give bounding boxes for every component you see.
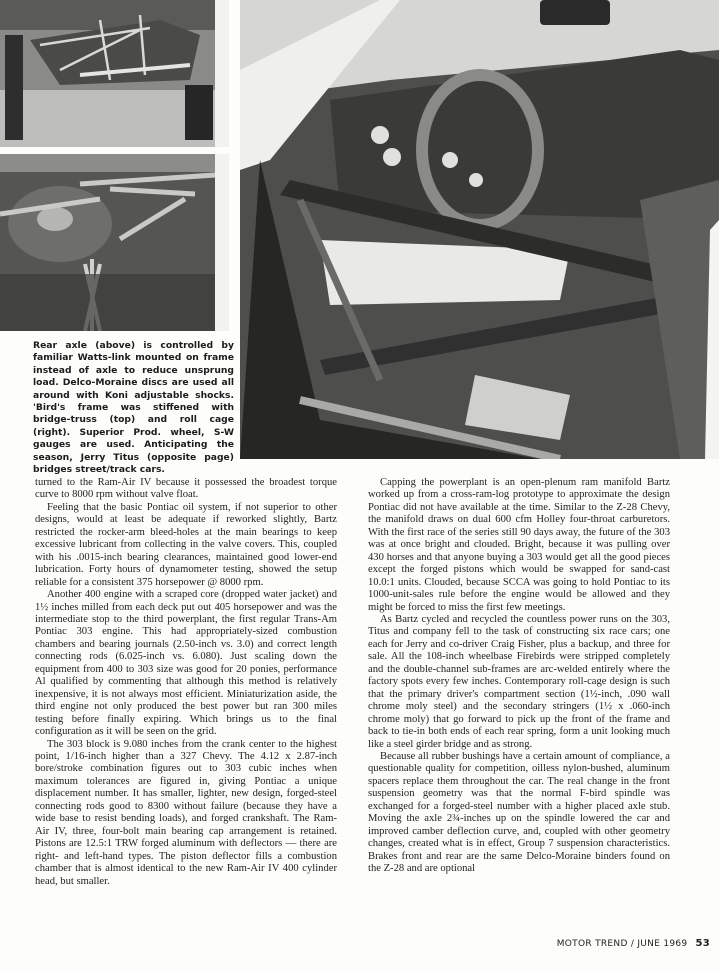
photo-interior-roll-cage [240, 0, 719, 459]
paragraph: Another 400 engine with a scraped core (dropped water jacket) and 1½ inches milled from each deck put out 405 horsepower and was the intermediate stop to the third powerplant, the first regular Trans-Am Pontiac 303 engine. This had appropriately-sized combustion chambers and bearing journals (2.50-inch vs. 3.0) and correct length connecting rods (6.025-inch vs. 6.080). Just scaling down the equipment from 400 to 303 size was good for 20 ponies, performance Al qualified by commenting that although this method is relatively inexpensive, it is not always most efficient. Miniaturization aside, the third engine not only produced the best power but ran 300 miles testing before finally expiring. Which brings us to the final configuration as it will be seen on the grid. [35, 589, 337, 738]
photo-caption: Rear axle (above) is controlled by familiar Watts-link mounted on frame instead of axle to reduce unsprung load. Delco-Moraine discs are used all around with Koni adjustable shocks. 'Bird's frame was stiffened with bridge-truss (top) and roll cage (right). Superior Prod. wheel, S-W gauges are used. Anticipating the season, Jerry Titus (opposite page) bridges street/track cars. [33, 340, 234, 476]
photo-frame-workshop-image [0, 0, 229, 147]
photo-frame-workshop [0, 0, 229, 147]
paragraph: The 303 block is 9.080 inches from the crank center to the highest point, 1/16-inch higher than a 327 Chevy. The 4.12 x 2.87-inch bore/stroke combination figures out to 303 cubic inches when maximum tolerances are figured in, giving Pontiac a unique displacement number. It has smaller, lighter, new design, forged-steel connecting rods good to 8300 without failure (because they have a wide base to resist bending loads), and forged crankshaft. The Ram-Air IV, three, four-bolt main bearing cap arrangement is retained. Pistons are 12.5:1 TRW forged aluminum with deflectors — there are right- and left-hand types. The piston deflector fills a combustion chamber that is almost identical to the new Ram-Air IV 400 cylinder head, but smaller. [35, 738, 337, 887]
paragraph: As Bartz cycled and recycled the countless power runs on the 303, Titus and company fell to the task of constructing six race cars; one each for Jerry and co-driver Craig Fisher, plus a backup, and three for sale. All the 108-inch wheelbase Firebirds were stripped completely and the double-channel sub-frames are arc-welded entirely where the factory spots every few inches. Contemporary roll-cage design is such that the primary driver's compartment section (1½-inch, .090 wall chrome moly steel) and the secondary stringers (1½ x .060-inch chrome moly) that go forward to pick up the front of the frame and back to tie-in both ends of each rear spring, form a unit looking much like a steel girder bridge and as strong. [368, 613, 670, 750]
page-number: 53 [695, 938, 710, 949]
paragraph: Feeling that the basic Pontiac oil system, if not superior to other designs, would at least be adequate if reworked slightly, Bartz restricted the rocker-arm bleed-holes at the main bearings to keep excessive lubricant from collecting in the valve covers. This, coupled with his .0015-inch bearing clearances, maintained good lower-end lubrication. Forty hours of dynamometer testing, showed the setup reliable for a consistent 375 horsepower @ 8000 rpm. [35, 501, 337, 588]
page-footer [520, 938, 710, 949]
paragraph: turned to the Ram-Air IV because it possessed the broadest torque curve to 8000 rpm without valve float. [35, 477, 337, 501]
paragraph: Capping the powerplant is an open-plenum ram manifold Bartz worked up from a cross-ram-log prototype to approximate the design Pontiac did not have available at the time. Similar to the Z-28 Chevy, the manifold draws on dual 600 cfm Holley four-throat carburetors. With the first race of the series still 90 days away, the future of the 303 was at once bright and clouded. Bright, because it was pulling over 430 horses and that anyone buying a 303 would get all the good pieces except the forged pistons which would be swapped for sand-cast 10.0:1 units. Clouded, because SCCA was going to hold Pontiac to its 1000-unit-sales rule before the engine would be allowed and they might be forced to miss the first few meetings. [368, 477, 670, 613]
publication-info: MOTOR TREND / JUNE 1969 [556, 939, 688, 949]
article-column-right [368, 477, 670, 876]
paragraph: Because all rubber bushings have a certain amount of compliance, a questionable quality for competition, oilless nylon-bushed, aluminum spacers replace them throughout the car. The real change in the front suspension geometry was that the normal F-bird spindle was exchanged for a forged-steel number with a higher placed axle stub. Moving the axle 2¾-inches up on the spindle lowered the car and improved camber deflection curve, and, coupled with other geometry changes, created what is in effect, Group 7 suspension characteristics. Brakes front and rear are the same Delco-Moraine binders found on the Z-28 and are optional [368, 750, 670, 875]
photo-rear-axle-image [0, 154, 229, 331]
photo-interior-roll-cage-image [240, 0, 719, 459]
photo-rear-axle [0, 154, 229, 331]
article-column-left [35, 477, 337, 888]
